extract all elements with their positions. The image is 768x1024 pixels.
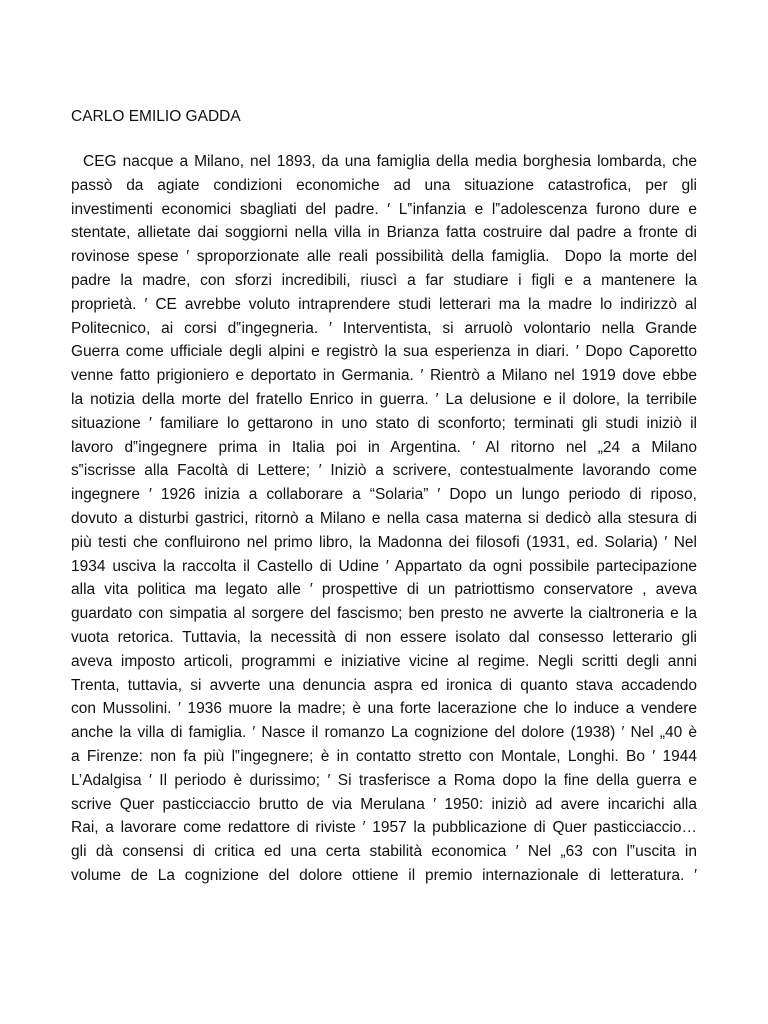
body-line: L’Adalgisa ′ Il periodo è durissimo; ′ Si trasferisce a Roma dopo la fine della guerra e bbox=[71, 771, 697, 789]
body-line: proprietà. ′ CE avrebbe voluto intraprendere studi letterari ma la madre lo indirizzò al bbox=[71, 295, 697, 313]
document-title: CARLO EMILIO GADDA bbox=[71, 108, 241, 125]
body-line: venne fatto prigioniero e deportato in Germania. ′ Rientrò a Milano nel 1919 dove ebbe bbox=[71, 367, 697, 385]
body-line: passò da agiate condizioni economiche ad una situazione catastrofica, per gli bbox=[71, 176, 697, 194]
body-line: 1934 usciva la raccolta il Castello di Udine ′ Appartato da ogni possibile partecipazione bbox=[71, 557, 697, 575]
body-line: ingegnere ′ 1926 inizia a collaborare a “Solaria” ′ Dopo un lungo periodo di riposo, bbox=[71, 486, 697, 504]
body-line: situazione ′ familiare lo gettarono in uno stato di sconforto; terminati gli studi iniziò il bbox=[71, 414, 697, 432]
body-line: la notizia della morte del fratello Enrico in guerra. ′ La delusione e il dolore, la terribile bbox=[71, 390, 697, 408]
body-line: padre la madre, con sforzi incredibili, riuscì a far studiare i figli e a mantenere la bbox=[71, 271, 697, 289]
body-line: guardato con simpatia al sorgere del fascismo; ben presto ne avverte la cialtroneria e la bbox=[71, 605, 697, 623]
body-line: alla vita politica ma legato alle ′ prospettive di un patriottismo conservatore , aveva bbox=[71, 581, 697, 599]
body-line: investimenti economici sbagliati del padre. ′ L‟infanzia e l‟adolescenza furono dure e bbox=[71, 200, 697, 218]
body-line: a Firenze: non fa più l‟ingegnere; è in contatto stretto con Montale, Longhi. Bo ′ 1944 bbox=[71, 747, 697, 765]
body-line: CEG nacque a Milano, nel 1893, da una famiglia della media borghesia lombarda, che bbox=[71, 153, 697, 170]
body-line: vuota retorica. Tuttavia, la necessità di non essere isolato dal consesso letterario gli bbox=[71, 628, 697, 646]
body-line: Guerra come ufficiale degli alpini e registrò la sua esperienza in diari. ′ Dopo Caporetto bbox=[71, 343, 697, 361]
body-line: aveva imposto articoli, programmi e iniziative vicine al regime. Negli scritti degli anni bbox=[71, 652, 697, 670]
document-body bbox=[71, 150, 697, 888]
body-line: scrive Quer pasticciaccio brutto de via Merulana ′ 1950: iniziò ad avere incarichi alla bbox=[71, 795, 697, 813]
body-line: stentate, allietate dai soggiorni nella villa in Brianza fatta costruire dal padre a fronte di bbox=[71, 224, 697, 242]
body-line: volume de La cognizione del dolore ottiene il premio internazionale di letteratura. ′ bbox=[71, 866, 697, 884]
body-line: Politecnico, ai corsi d‟ingegneria. ′ Interventista, si arruolò volontario nella Grande bbox=[71, 319, 697, 337]
body-line: rovinose spese ′ sproporzionate alle reali possibilità della famiglia. Dopo la morte del bbox=[71, 248, 697, 266]
body-line: anche la villa di famiglia. ′ Nasce il romanzo La cognizione del dolore (1938) ′ Nel „40 è bbox=[71, 724, 697, 742]
body-line: più testi che confluirono nel primo libro, la Madonna dei filosofi (1931, ed. Solaria) ′ Nel bbox=[71, 533, 697, 551]
body-line: lavoro d‟ingegnere prima in Italia poi in Argentina. ′ Al ritorno nel „24 a Milano bbox=[71, 438, 697, 456]
body-line: con Mussolini. ′ 1936 muore la madre; è una forte lacerazione che lo induce a vendere bbox=[71, 700, 697, 718]
body-line: s‟iscrisse alla Facoltà di Lettere; ′ Iniziò a scrivere, contestualmente lavorando come bbox=[71, 462, 697, 480]
body-line: gli dà consensi di critica ed una certa stabilità economica ′ Nel „63 con l‟uscita in bbox=[71, 843, 697, 861]
body-line: dovuto a disturbi gastrici, ritornò a Milano e nella casa materna si dedicò alla stesura di bbox=[71, 509, 697, 527]
body-line: Rai, a lavorare come redattore di riviste ′ 1957 la pubblicazione di Quer pasticciaccio… bbox=[71, 819, 697, 837]
body-line: Trenta, tuttavia, si avverte una denuncia aspra ed ironica di quanto stava accadendo bbox=[71, 676, 697, 694]
